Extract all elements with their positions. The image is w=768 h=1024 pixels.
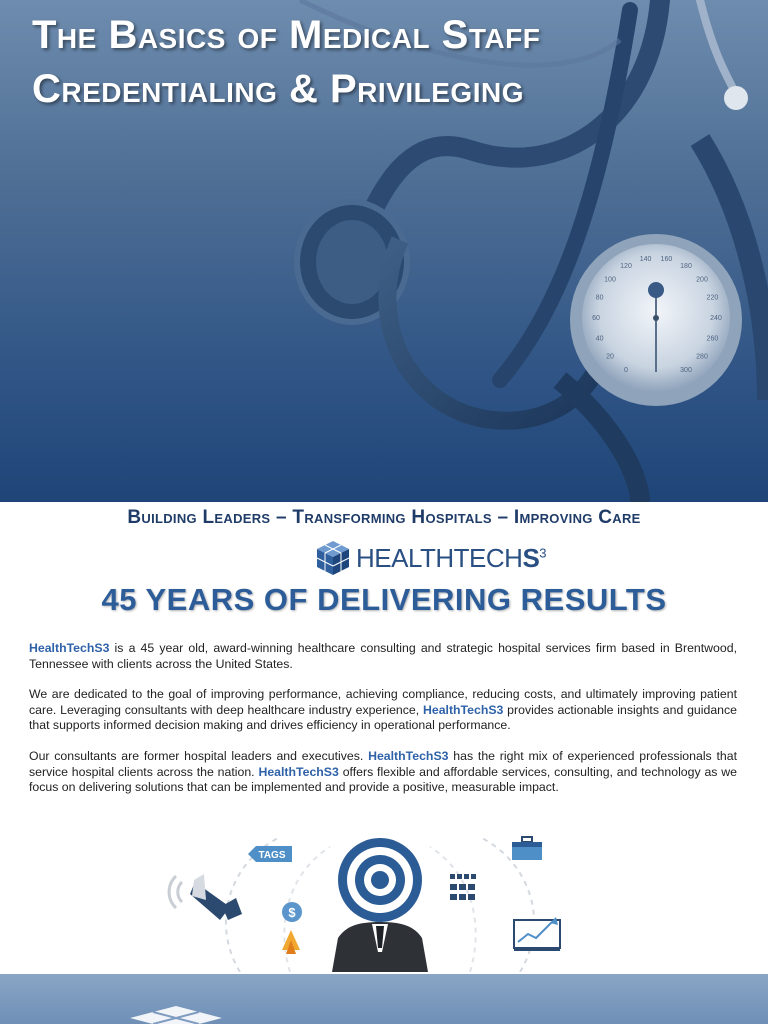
title-line-1: The Basics of Medical Staff <box>32 13 541 57</box>
gauge-dial-number: 120 <box>620 263 632 270</box>
tagline: Building Leaders – Transforming Hospitals – Improving Care <box>127 507 641 528</box>
paragraph-2: We are dedicated to the goal of improving performance, achieving compliance, reducing costs, and ultimately improving patient care. Leveraging consultants with deep healthcare industry experience, HealthTechS3 provides actionable insights and guidance that supports informed decision making and drives efficiency in operational performance. <box>29 687 737 733</box>
gauge-dial-number: 160 <box>660 255 673 263</box>
gauge-dial-number: 220 <box>706 294 719 302</box>
logo-word-light: HEALTHTECH <box>356 542 523 573</box>
gauge-dial-number: 200 <box>696 276 708 284</box>
business-illustration <box>160 822 600 972</box>
dollar-label: $ <box>288 905 296 920</box>
gauge-dial-number: 140 <box>639 255 652 263</box>
briefcase-icon <box>512 837 542 860</box>
gauge-dial-number: 60 <box>592 315 600 322</box>
megaphone-icon <box>169 874 242 920</box>
gauge-dial-number: 280 <box>696 353 708 361</box>
growth-chart-icon <box>514 917 560 950</box>
brand-name: HealthTechS3 <box>422 702 504 717</box>
logo-wordmark <box>356 543 546 574</box>
brand-name: HealthTechS3 <box>258 764 339 779</box>
brand-name: HealthTechS3 <box>29 641 110 655</box>
dollar-coin-icon <box>282 902 302 922</box>
gauge-dial-number: 0 <box>624 367 628 374</box>
gauge-dial-number: 260 <box>706 335 719 343</box>
gauge-dial-number: 80 <box>595 294 604 302</box>
page-title <box>32 8 540 116</box>
body-copy <box>29 641 737 811</box>
gauge-dial-number: 40 <box>595 335 604 343</box>
gauge-dial-number: 300 <box>680 367 692 374</box>
hero-banner <box>0 0 768 502</box>
gauge-dial-number: 180 <box>680 263 692 270</box>
healthtech-logo <box>316 538 546 578</box>
gauge-dial-number: 20 <box>606 353 614 361</box>
paragraph-1: HealthTechS3 is a 45 year old, award-winning healthcare consulting and strategic hospital services firm based in Brentwood, Tennessee with clients across the United States. <box>29 641 737 671</box>
tags-icon <box>248 846 292 862</box>
earpiece-tube <box>700 0 736 100</box>
gauge-dial-number: 100 <box>604 276 616 284</box>
brand-name: HealthTechS3 <box>368 748 449 763</box>
target-head-businessman-icon <box>332 838 428 972</box>
earpiece-tip <box>724 86 748 110</box>
footer-cube-logo-icon <box>128 1004 224 1024</box>
footer-band <box>0 974 768 1024</box>
tags-label: TAGS <box>258 850 286 861</box>
headline: 45 YEARS OF DELIVERING RESULTS <box>101 582 667 617</box>
gauge-dial-number: 240 <box>710 315 722 322</box>
paragraph-3: Our consultants are former hospital leaders and executives. HealthTechS3 has the right mix of experienced professionals that service hospital clients across the nation. HealthTechS3 offers flexible and affordable services, consulting, and technology as we focus on delivering solutions that can be implemented and provide a positive, measurable impact. <box>29 748 737 795</box>
title-line-2: Credentialing & Privileging <box>32 67 524 111</box>
logo-superscript: 3 <box>539 544 547 560</box>
calendar-icon <box>450 874 476 900</box>
logo-word-bold: S <box>522 542 540 573</box>
cube-logo-icon <box>316 540 350 576</box>
